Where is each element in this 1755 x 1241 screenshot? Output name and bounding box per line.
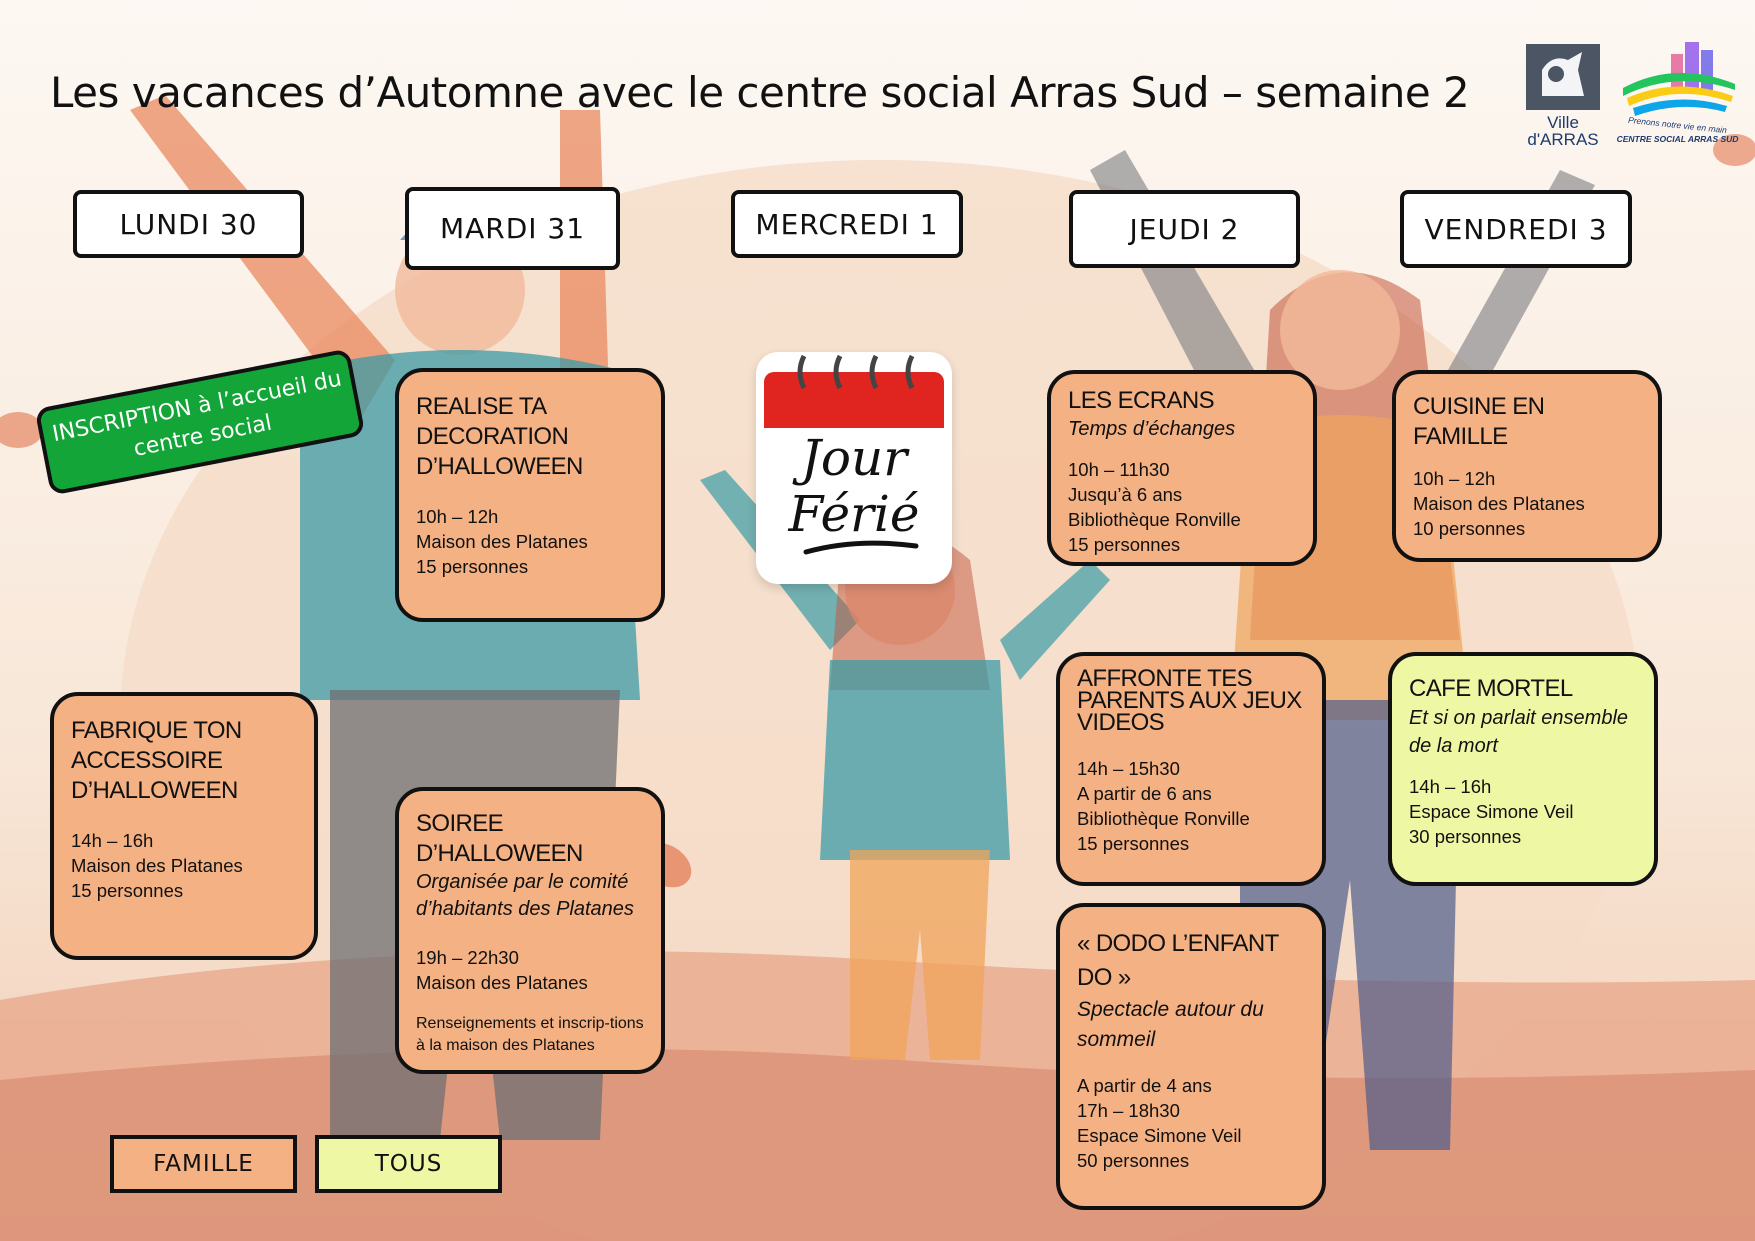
activity-subtitle: Organisée par le comité d’habitants des Platanes [416,871,634,920]
arras-logo-text [1522,114,1604,148]
activity-card-decoration-halloween [395,368,665,622]
day-header-jeudi: JEUDI 2 [1069,190,1300,268]
activity-place: Maison des Platanes [71,855,243,876]
activity-capacity: 15 personnes [416,556,529,577]
jour-ferie-calendar [756,352,952,584]
centre-social-name: CENTRE SOCIAL ARRAS SUD [1616,134,1739,144]
activity-title: LES ECRANS [1068,387,1215,414]
day-header-mardi: MARDI 31 [405,187,620,270]
arras-shield-icon [1522,40,1604,114]
centre-social-logo [1615,40,1740,150]
activity-title: REALISE TA DECORATION D’HALLOWEEN [416,393,583,480]
activity-place: Espace Simone Veil [1409,801,1574,822]
activity-subtitle: Temps d’échanges [1068,418,1236,440]
arras-logo-line-2: d'ARRAS [1527,130,1599,149]
day-header-lundi: LUNDI 30 [73,190,304,258]
activity-age: A partir de 6 ans [1077,783,1212,804]
page-title: Les vacances d’Automne avec le centre social Arras Sud – semaine 2 [50,68,1470,117]
day-header-mercredi: MERCREDI 1 [731,190,963,258]
activity-time: 14h – 16h [1409,776,1492,797]
activity-card-cuisine-famille [1392,370,1662,562]
activity-place: Maison des Platanes [416,972,588,993]
activity-time: 10h – 12h [1413,468,1496,489]
activity-capacity: 15 personnes [71,880,184,901]
activity-note: Renseignements et inscrip-tions à la maison des Platanes [416,1015,644,1054]
activity-time: 17h – 18h30 [1077,1100,1180,1121]
activity-place: Maison des Platanes [1413,493,1585,514]
legend-tous: TOUS [315,1135,502,1193]
activity-capacity: 10 personnes [1413,518,1526,539]
legend-famille: FAMILLE [110,1135,297,1193]
activity-place: Maison des Platanes [416,531,588,552]
centre-social-emblem-icon [1615,40,1740,118]
activity-card-affronte-parents [1056,652,1326,886]
activity-time: 10h – 12h [416,506,499,527]
inscription-badge: INSCRIPTION à l’accueil du centre social [35,348,366,495]
activity-time: 10h – 11h30 [1068,459,1170,480]
day-header-vendredi: VENDREDI 3 [1400,190,1632,268]
activity-place: Espace Simone Veil [1077,1125,1242,1146]
activity-time: 19h – 22h30 [416,947,519,968]
activity-age: Jusqu’à 6 ans [1068,484,1183,505]
activity-capacity: 15 personnes [1068,534,1181,555]
holiday-line-1: Jour [800,429,908,487]
activity-subtitle: Spectacle autour du sommeil [1077,998,1264,1051]
arras-logo-line-1: Ville [1547,113,1579,132]
activity-capacity: 30 personnes [1409,826,1522,847]
activity-card-les-ecrans [1047,370,1317,566]
activity-time: 14h – 16h [71,830,154,851]
holiday-line-2: Férié [788,485,920,543]
ville-arras-logo [1522,40,1604,150]
activity-title: « DODO L’ENFANT DO » [1077,930,1279,991]
activity-card-cafe-mortel [1388,652,1658,886]
activity-title: SOIREE D’HALLOWEEN [416,810,583,867]
activity-title: CUISINE EN FAMILLE [1413,393,1545,450]
activity-place: Bibliothèque Ronville [1068,509,1241,530]
activity-time: 14h – 15h30 [1077,758,1180,779]
activity-capacity: 15 personnes [1077,833,1190,854]
activity-title: AFFRONTE TES PARENTS AUX JEUX VIDEOS [1077,665,1302,736]
activity-card-soiree-halloween [395,787,665,1074]
activity-subtitle: Et si on parlait ensemble de la mort [1409,707,1629,757]
activity-age: A partir de 4 ans [1077,1075,1212,1096]
activity-card-fabrique-accessoire [50,692,318,960]
centre-social-tagline: Prenons notre vie en main [1627,114,1728,136]
activity-capacity: 50 personnes [1077,1150,1190,1171]
activity-title: CAFE MORTEL [1409,675,1573,702]
activity-place: Bibliothèque Ronville [1077,808,1250,829]
activity-card-dodo-enfant [1056,903,1326,1210]
activity-title: FABRIQUE TON ACCESSOIRE D’HALLOWEEN [71,717,242,804]
